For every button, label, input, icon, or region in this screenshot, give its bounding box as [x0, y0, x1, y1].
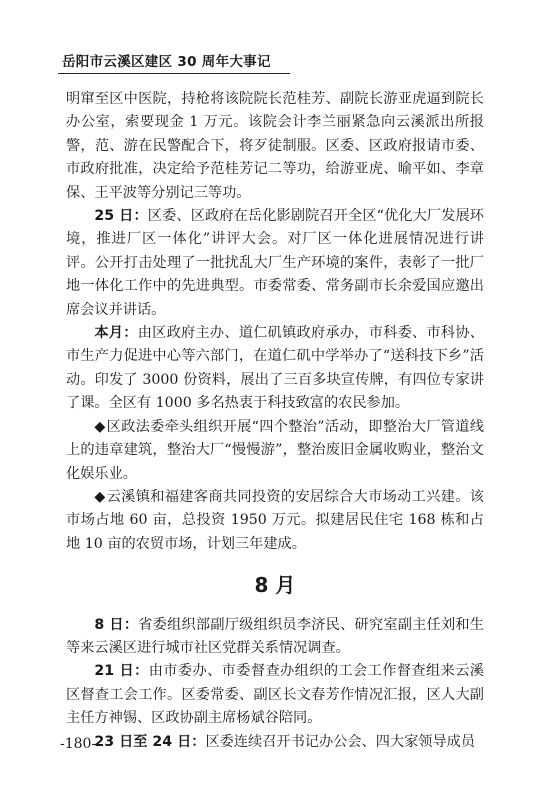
diamond-bullet-icon: ◆ — [94, 488, 106, 505]
entry-date: 本月： — [94, 325, 138, 342]
paragraph: 23 日至 24 日：区委连续召开书记办公会、四大家领导成员 — [94, 733, 476, 750]
entry-date: 23 日至 24 日： — [94, 733, 206, 750]
paragraph: 25 日：区委、区政府在岳化影剧院召开全区“优化大厂发展环境，推进厂区一体化”讲评大会。对厂区一体化进展情况进行讲评。公开打击处理了一批扰乱大厂生产环境的案件，表彰了一批厂地一体化工作中的先进典型。市委常委、常务副市长余爱国应邀出席会议并讲话。 — [66, 208, 484, 318]
entry-date: 21 日： — [94, 663, 149, 680]
page-number: -180- — [60, 736, 97, 752]
diamond-bullet-icon: ◆ — [94, 418, 106, 435]
paragraph: 8 日：省委组织部副厅级组织员李济民、研究室副主任刘和生等来云溪区进行城市社区党群关系情况调查。 — [66, 616, 484, 656]
entry-date: 25 日： — [94, 208, 148, 225]
month-heading: 8 月 — [254, 573, 296, 598]
page-body — [66, 88, 484, 754]
paragraph: 明窜至区中医院，持枪将该院院长范桂芳、副院长游亚虎逼到院长办公室，索要现金 1 万元。该院会计李兰丽紧急向云溪派出所报警，范、游在民警配合下，将歹徒制服。区委、区政府报请市委、市政府批准，决定给予范桂芳记二等功，给游亚虎、喻平如、李章保、王平波等分别记三等功。 — [66, 91, 484, 201]
paragraph: ◆区政法委牵头组织开展“四个整治”活动，即整治大厂管道线上的违章建筑，整治大厂“慢慢游”，整治废旧金属收购业，整治文化娱乐业。 — [66, 418, 484, 482]
paragraph: ◆云溪镇和福建客商共同投资的安居综合大市场动工兴建。该市场占地 60 亩，总投资 1950 万元。拟建居民住宅 168 栋和占地 10 亩的农贸市场，计划三年建成。 — [66, 488, 484, 552]
header-rule — [58, 73, 290, 74]
running-header: 岳阳市云溪区建区 30 周年大事记 — [62, 54, 271, 70]
entry-date: 8 日： — [94, 616, 139, 633]
paragraph: 本月：由区政府主办、道仁矶镇政府承办，市科委、市科协、市生产力促进中心等六部门，在道仁矶中学举办了“送科技下乡”活动。印发了 3000 份资料，展出了三百多块宣传牌，有四位专家讲了课。全区有 1000 多名热衷于科技致富的农民参加。 — [66, 325, 484, 412]
paragraph: 21 日：由市委办、市委督查办组织的工会工作督查组来云溪区督查工会工作。区委常委、副区长文春芳作情况汇报，区人大副主任方神锡、区政协副主席杨斌谷陪同。 — [66, 663, 484, 727]
